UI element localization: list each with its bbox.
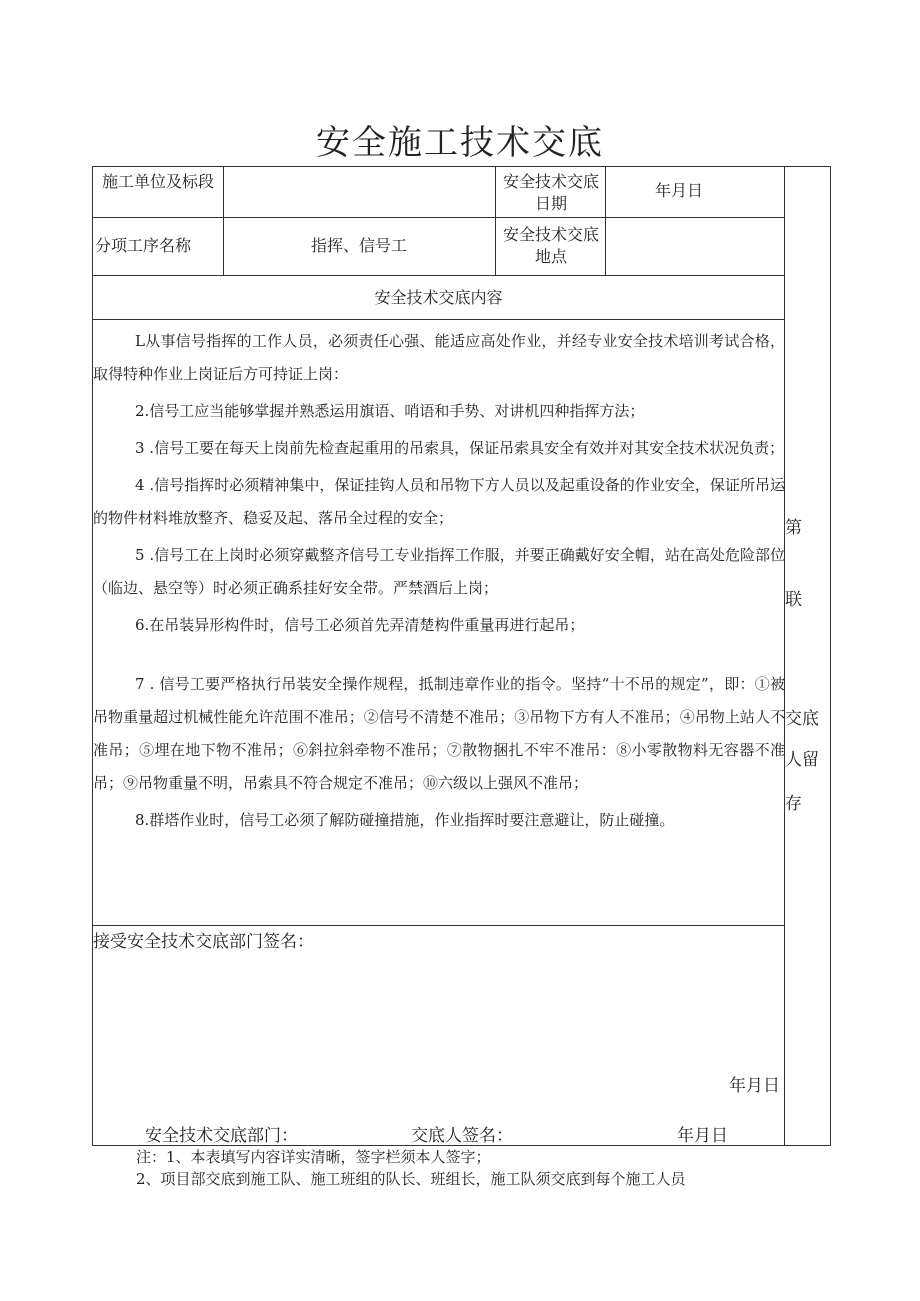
- divider: [223, 167, 224, 275]
- date-value[interactable]: 年月日: [655, 181, 704, 200]
- content-item: 6.在吊装异形构件时，信号工必须首先弄清楚构件重量再进行起吊；: [135, 616, 585, 634]
- process-value[interactable]: 指挥、信号工: [310, 236, 407, 255]
- receive-signature-label: 接受安全技术交底部门签名：: [93, 932, 314, 952]
- side-label: 存: [785, 794, 802, 814]
- signature-area[interactable]: [93, 957, 784, 1077]
- unit-label: 施工单位及标段: [101, 172, 214, 191]
- note-line: 2、项目部交底到施工队、施工班组的队长、班组长，施工队须交底到每个施工人员: [136, 1170, 686, 1188]
- content-item: 7 . 信号工要严格执行吊装安全操作规程，抵制违章作业的指令。坚持“十不吊的规定”，即：①被吊物重量超过机械性能允许范围不准吊；②信号不清楚不准吊；③吊物下方有人不准吊；④吊物上站人不准吊；⑤埋在地下物不准吊；⑥斜拉斜牵物不准吊；⑦散物捆扎不牢不准吊：⑧小零散物料无容器不准吊；⑨吊物重量不明，吊索具不符合规定不准吊；⑩六级以上强风不准吊；: [93, 675, 785, 792]
- side-label: 交底: [785, 709, 819, 729]
- page-title: 安全施工技术交底: [316, 123, 604, 163]
- content-item: 8.群塔作业时，信号工必须了解防碰撞措施，作业指挥时要注意避让，防止碰撞。: [135, 811, 675, 829]
- divider: [93, 275, 784, 276]
- divider: [93, 217, 784, 218]
- disclosure-form: [92, 166, 831, 1146]
- content-header: 安全技术交底内容: [374, 288, 503, 307]
- receive-date: 年月日: [729, 1076, 780, 1096]
- divider: [93, 319, 784, 320]
- note-line: 注：1、本表填写内容详实清晰，签字栏须本人签字；: [136, 1148, 491, 1166]
- side-label: 人留: [785, 750, 819, 770]
- person-signature-label: 交底人签名：: [411, 1126, 513, 1146]
- process-label: 分项工序名称: [95, 236, 192, 255]
- divider: [495, 167, 496, 275]
- side-label: 第: [785, 518, 802, 538]
- bottom-date: 年月日: [677, 1126, 728, 1146]
- content-item: 2.信号工应当能够掌握并熟悉运用旗语、哨语和手势、对讲机四种指挥方法；: [135, 402, 645, 420]
- content-item: 4 .信号指挥时必须精神集中，保证挂钩人员和吊物下方人员以及起重设备的作业安全，保证所吊运的物件材料堆放整齐、稳妥及起、落吊全过程的安全；: [93, 476, 785, 527]
- dept-label: 安全技术交底部门：: [145, 1126, 298, 1146]
- content-item: 3 .信号工要在每天上岗前先检查起重用的吊索具，保证吊索具安全有效并对其安全技术状况负责；: [135, 439, 785, 457]
- content-body: [93, 325, 785, 841]
- content-item: 5 .信号工在上岗时必须穿戴整齐信号工专业指挥工作服，并要正确戴好安全帽，站在高处危险部位（临边、悬空等）时必须正确系挂好安全带。严禁酒后上岗；: [93, 546, 785, 597]
- divider: [605, 167, 606, 275]
- date-label: 安全技术交底日期: [502, 172, 599, 213]
- side-label: 联: [785, 590, 802, 610]
- divider: [93, 925, 784, 926]
- content-item: L从事信号指挥的工作人员，必须责任心强、能适应高处作业，并经专业安全技术培训考试合格，取得特种作业上岗证后方可持证上岗：: [93, 332, 785, 383]
- place-label: 安全技术交底地点: [502, 225, 599, 266]
- unit-field[interactable]: [225, 171, 493, 215]
